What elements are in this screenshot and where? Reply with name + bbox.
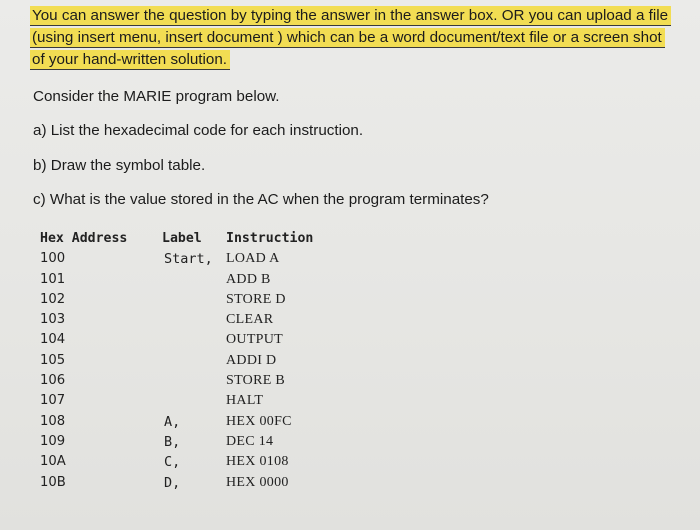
row-address: 102	[40, 291, 66, 307]
row-instruction: HALT	[226, 393, 264, 409]
row-instruction: HEX 0108	[226, 454, 289, 470]
notice-line-2	[30, 27, 682, 49]
header-hex-address: Hex Address	[40, 231, 128, 246]
row-address: 104	[40, 332, 66, 348]
row-address: 107	[40, 393, 66, 409]
row-label: D,	[164, 474, 181, 491]
question-part-b: b) Draw the symbol table.	[33, 157, 206, 174]
row-instruction: OUTPUT	[226, 332, 284, 348]
row-instruction: DEC 14	[226, 433, 274, 449]
row-label: Start,	[164, 251, 213, 268]
row-instruction: HEX 0000	[226, 474, 289, 490]
row-address: 109	[40, 433, 66, 449]
row-address: 108	[40, 413, 66, 429]
row-address: 100	[40, 251, 66, 267]
row-instruction: ADD B	[226, 271, 271, 287]
question-part-c: c) What is the value stored in the AC when the program terminates?	[33, 191, 489, 208]
row-label: A,	[164, 413, 181, 430]
row-instruction: LOAD A	[226, 251, 280, 267]
row-address: 105	[40, 352, 66, 368]
notice-text-3: of your hand-written solution.	[30, 50, 230, 70]
header-label: Label	[162, 231, 202, 246]
row-address: 101	[40, 271, 66, 287]
row-label: B,	[164, 433, 181, 450]
row-address: 10A	[40, 454, 66, 470]
question-intro: Consider the MARIE program below.	[33, 88, 280, 105]
notice-line-1	[30, 5, 682, 27]
upload-notice	[30, 5, 682, 71]
row-instruction: CLEAR	[226, 312, 274, 328]
notice-text-2: (using insert menu, insert document ) which can be a word document/text file or a screen shot	[30, 28, 665, 48]
row-instruction: HEX 00FC	[226, 413, 292, 429]
notice-text-1: You can answer the question by typing the answer in the answer box. OR you can upload a file	[30, 6, 671, 26]
row-address: 106	[40, 373, 66, 389]
header-instruction: Instruction	[226, 231, 314, 246]
row-instruction: STORE D	[226, 291, 286, 307]
row-address: 103	[40, 312, 66, 328]
row-label: C,	[164, 454, 181, 471]
notice-line-3	[30, 49, 682, 71]
row-address: 10B	[40, 474, 66, 490]
row-instruction: STORE B	[226, 373, 286, 389]
question-part-a: a) List the hexadecimal code for each instruction.	[33, 122, 364, 139]
row-instruction: ADDI D	[226, 352, 277, 368]
